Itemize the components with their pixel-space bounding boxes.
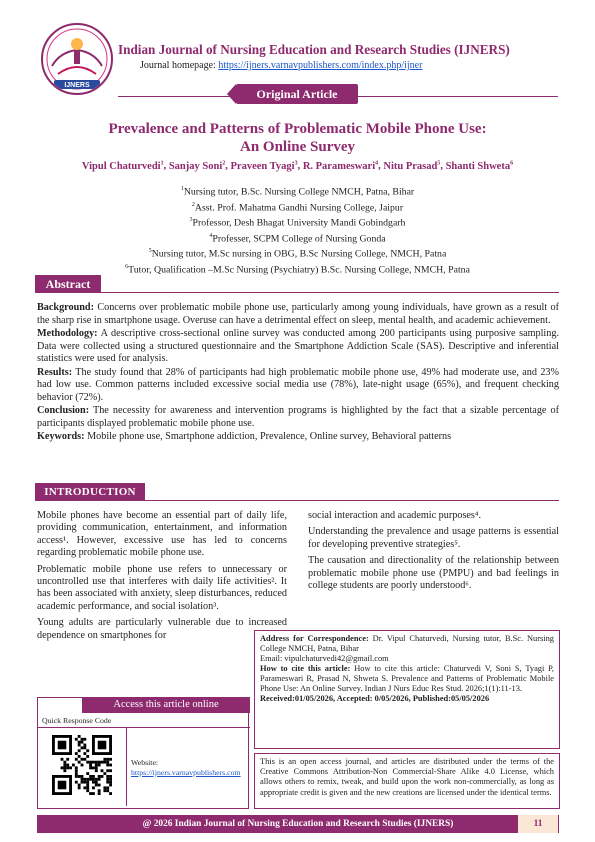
author-name: Vipul Chaturvedi$^1$ [81,160,164,172]
page-number: 11 [518,815,558,833]
author-name: Shanti Shweta$^6$ [445,160,514,172]
paper-title-line1: Prevalence and Patterns of Problematic Mobile Phone Use: [108,121,487,137]
correspondence-box [254,630,560,749]
paper-title-line2: An Online Survey [239,139,356,155]
affiliation: $^3$Professor, Desh Bhagat University Mandi Gobindgarh [189,217,406,229]
paper-title [40,120,555,156]
abstract-background: Background: Concerns over problematic mobile phone use, particularly among young individuals, have grown as a result of the sharp rise in smartphone usage. Overuse can have a detrimental effect on sleep, mental health, and academic achievement. [37,302,559,326]
access-vertical-divider [126,728,127,806]
author-name: Praveen Tyagi$^3$ [230,160,298,172]
logo-text: IJNERS [64,82,90,89]
journal-homepage [118,60,518,71]
page-footer: @ 2026 Indian Journal of Nursing Education and Research Studies (IJNERS) [37,815,559,833]
website-label: Website: [131,758,159,767]
introduction-header [35,483,559,501]
introduction-left-column [37,510,287,646]
license-box: This is an open access journal, and articles are distributed under the terms of the Creative Commons Attribution-Non Commercial-Share Alike 4.0 License, which allows others to remix, tweak, and build upon the work non-commercially, as long as appropriate credit is given and the new creations are licensed under the identical terms. [254,753,560,809]
qr-code-icon[interactable] [52,735,112,795]
email-link[interactable]: vipulchaturvedi42@gmail.com [284,654,389,663]
affiliation: $^4$Professer, SCPM College of Nursing Gonda [209,232,386,244]
introduction-heading: INTRODUCTION [35,483,145,501]
introduction-right-column [308,510,559,596]
abstract-methodology: Methodology: A descriptive cross-sectional online survey was conducted among 200 participants using purposive sampling. Data were collected using a structured questionnaire and the Smartphone Addiction Scale (SAS). Descriptive and inferential statistics were used for analysis. [37,328,559,364]
journal-logo [40,22,114,96]
article-dates: Received:01/05/2026, Accepted: 0/05/2026, Published:05/05/2026 [260,694,490,703]
homepage-link[interactable]: https://ijners.varnavpublishers.com/index.php/ijner [218,60,423,71]
author-name: Nitu Prasad$^5$ [383,160,441,172]
intro-paragraph: Understanding the prevalence and usage patterns is essential for developing preventive strategies⁵. [308,526,559,550]
author-name: Sanjay Soni$^2$ [168,160,226,172]
homepage-prefix: Journal homepage: [140,60,219,71]
abstract-body [37,302,559,445]
access-online-box [37,697,249,809]
access-heading: Access this article online [82,697,250,713]
affiliation: $^1$Nursing tutor, B.Sc. Nursing College NMCH, Patna, Bihar [180,186,415,198]
author-list: Vipul Chaturvedi$^1$, Sanjay Soni$^2$, Praveen Tyagi$^3$, R. Parameswari$^4$, Nitu Prasad$^5$, Shanti Shweta$^6$ [81,160,514,172]
correspondence-address: Address for Correspondence: Dr. Vipul Chaturvedi, Nursing tutor, B.Sc. Nursing College NMCH, Patna, Bihar [260,634,554,653]
abstract-results: Results: The study found that 28% of participants had high problematic mobile phone use, 49% had moderate use, and 23% had low use. Common patterns included excessive social media use (78%), late-night usage (65%), and frequent checking behavior (72%). [37,366,559,403]
intro-paragraph: Mobile phones have become an essential part of daily life, providing communication, entertainment, and information access¹. However, excessive use has led to concerns regarding problematic mobile phone use. [37,510,287,559]
intro-paragraph: Problematic mobile phone use refers to unnecessary or uncontrolled use that interferes with daily life activities². It has been associated with anxiety, sleep disturbances, reduced academic performance, and social isolation³. [37,563,287,612]
intro-paragraph: social interaction and academic purposes⁴. [308,510,481,521]
citation: How to cite this article: How to cite this article: Chaturvedi V, Soni S, Tyagi P, Parameswari R, Prasad N, Shweta S. Prevalence and Patterns of Problematic Mobile Phone Use: An Online Survey. Indian J Nurs Educ Res Stud. 2026;1(1):11-13. [260,664,554,693]
intro-paragraph: Young adults are particularly vulnerable due to increased dependence on smartphones for [37,617,287,641]
abstract-header [35,275,559,293]
qr-label: Quick Response Code [42,716,112,725]
affiliation: $^6$Tutor, Qualification –M.Sc Nursing (Psychiatry) B.Sc. Nursing College, NMCH, Patna [125,263,470,276]
journal-title: Indian Journal of Nursing Education and Research Studies (IJNERS) [118,42,510,57]
article-type-badge: Original Article [236,84,358,104]
affiliation: $^5$Nursing tutor, M.Sc nursing in OBG, B.Sc Nursing College, NMCH, Patna [148,248,447,260]
abstract-conclusion: Conclusion: The necessity for awareness and intervention programs is highlighted by the fact that a sizable percentage of participants displayed problematic mobile phone use. [37,405,559,429]
author-name: R. Parameswari$^4$ [302,160,379,172]
abstract-heading: Abstract [35,275,101,293]
correspondence-email: Email: vipulchaturvedi42@gmail.com [260,654,389,663]
access-divider [38,727,250,728]
website-link[interactable]: https://ijners.varnavpublishers.com [131,768,241,777]
abstract-keywords: Keywords: Mobile phone use, Smartphone addiction, Prevalence, Online survey, Behavioral patterns [37,431,452,442]
affiliation: $^2$Asst. Prof. Mahatma Gandhi Nursing College, Jaipur [191,201,404,213]
affiliation-list [40,183,555,276]
intro-paragraph: The causation and directionality of the relationship between problematic mobile phone use (PMPU) and bad feelings in college students are poorly understood⁶. [308,555,559,592]
